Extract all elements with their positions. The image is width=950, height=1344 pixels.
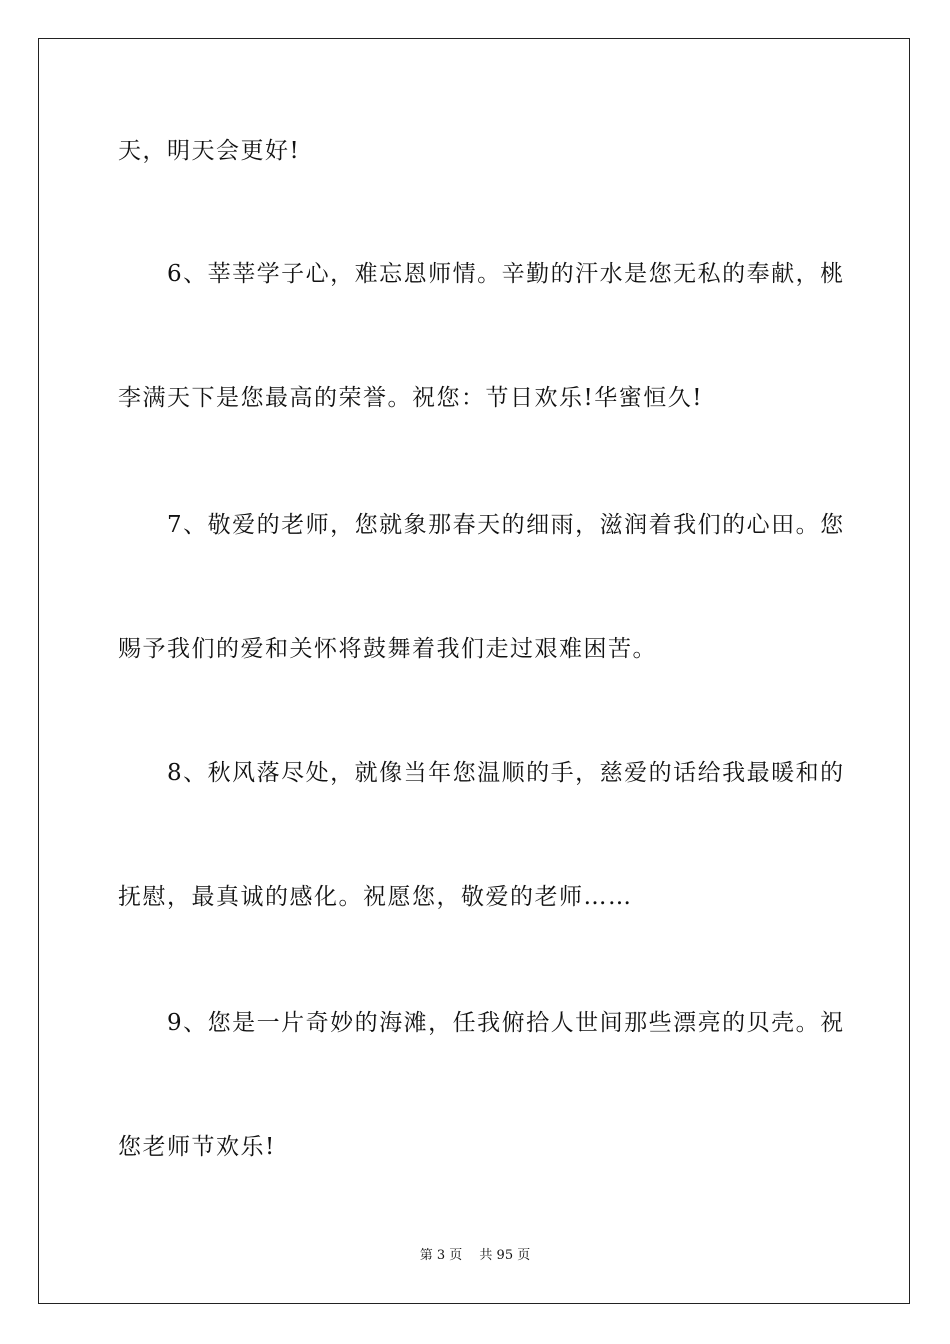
text-line-3: 李满天下是您最高的荣誉。祝您：节日欢乐!华蜜恒久! [118,385,703,411]
text-line-1: 天，明天会更好! [118,138,301,164]
text-line-4: 7、敬爱的老师，您就象那春天的细雨，滋润着我们的心田。您 [118,512,845,538]
text-line-9: 您老师节欢乐! [118,1134,276,1160]
text-line-7: 抚慰，最真诚的感化。祝愿您，敬爱的老师…… [118,884,633,910]
text-line-8: 9、您是一片奇妙的海滩，任我俯拾人世间那些漂亮的贝壳。祝 [118,1010,845,1036]
page-border [38,38,910,1304]
text-line-5: 赐予我们的爱和关怀将鼓舞着我们走过艰难困苦。 [118,636,657,662]
text-line-6: 8、秋风落尽处，就像当年您温顺的手，慈爱的话给我最暖和的 [118,760,845,786]
text-line-2: 6、莘莘学子心，难忘恩师情。辛勤的汗水是您无私的奉献，桃 [118,261,845,287]
page-number-footer: 第 3 页 共 95 页 [419,1248,531,1263]
